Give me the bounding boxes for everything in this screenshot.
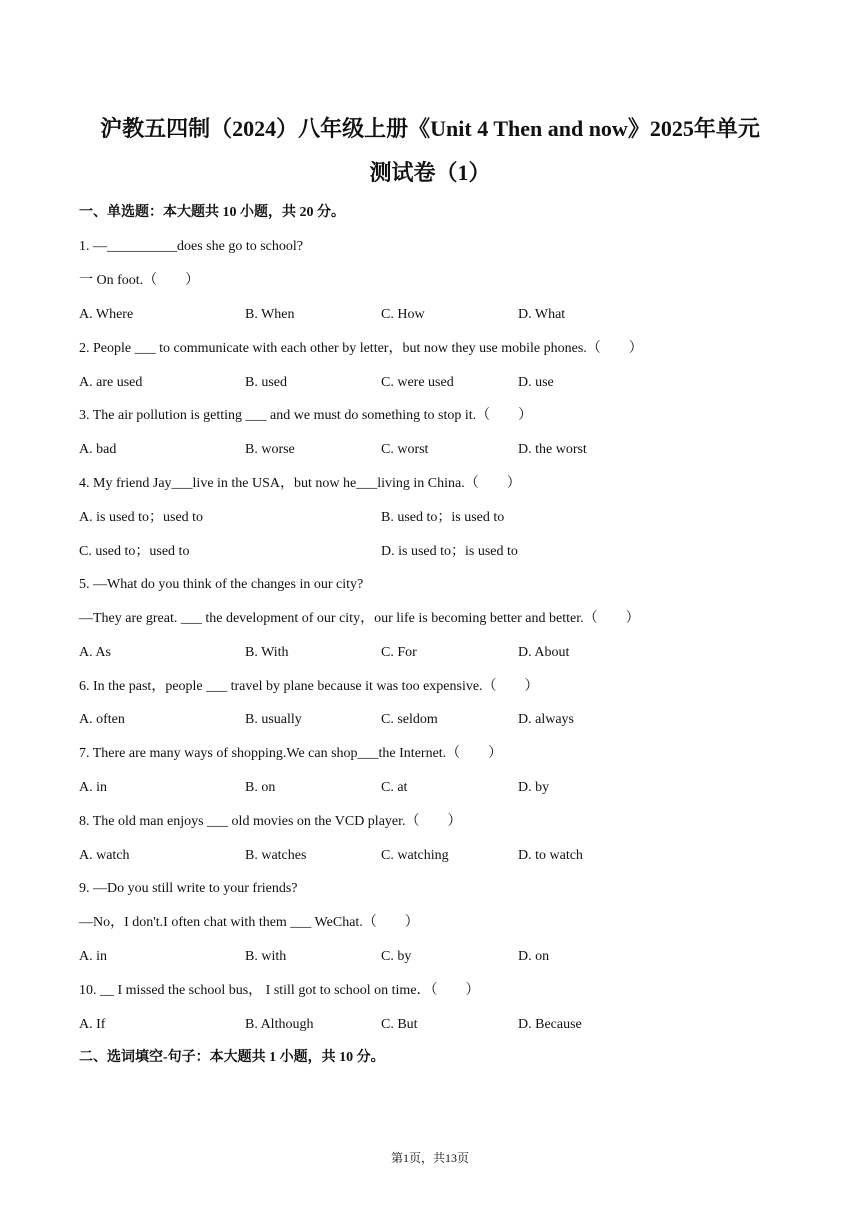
question-8-stem: 8. The old man enjoys ___ old movies on the VCD player.（ ） [79, 814, 462, 829]
question-9-stem: 9. —Do you still write to your friends? [79, 881, 298, 896]
question-5-option-b: B. With [245, 645, 289, 660]
section-heading-word-fill: 二、选词填空-句子：本大题共 1 小题，共 10 分。 [79, 1050, 385, 1065]
question-1-option-d: D. What [518, 307, 566, 322]
question-7-option-d: D. by [518, 780, 550, 795]
question-9-option-d: D. on [518, 949, 550, 964]
question-4-option-b: B. used to；is used to [381, 510, 505, 525]
question-10-stem: 10. __ I missed the school bus， I still got to school on time．（ ） [79, 983, 480, 998]
question-7-option-c: C. at [381, 780, 408, 795]
question-2-option-a: A. are used [79, 375, 143, 390]
page-number-footer: 第1页，共13页 [390, 1151, 469, 1165]
question-4-stem: 4. My friend Jay___live in the USA，but now he___living in China.（ ） [79, 476, 521, 491]
question-5-stem: 5. —What do you think of the changes in our city? [79, 577, 364, 592]
question-5-option-c: C. For [381, 645, 417, 660]
question-1-option-b: B. When [245, 307, 295, 322]
question-8-option-d: D. to watch [518, 848, 583, 863]
question-1-answer-line: 一 On foot.（ ） [79, 273, 200, 288]
question-6-option-a: A. often [79, 712, 125, 727]
question-3-option-b: B. worse [245, 442, 295, 457]
question-4-option-a: A. is used to；used to [79, 510, 204, 525]
question-3-option-d: D. the worst [518, 442, 587, 457]
question-2-option-d: D. use [518, 375, 554, 390]
question-3-option-c: C. worst [381, 442, 429, 457]
question-5-option-a: A. As [79, 645, 111, 660]
question-8-option-b: B. watches [245, 848, 307, 863]
question-9-answer-line: —No，I don't.I often chat with them ___ WeChat.（ ） [79, 915, 419, 930]
question-10-option-c: C. But [381, 1017, 418, 1032]
question-8-option-a: A. watch [79, 848, 130, 863]
question-6-stem: 6. In the past，people ___ travel by plane because it was too expensive.（ ） [79, 679, 539, 694]
question-9-option-b: B. with [245, 949, 287, 964]
question-6-option-d: D. always [518, 712, 574, 727]
question-5-option-d: D. About [518, 645, 570, 660]
question-1-option-c: C. How [381, 307, 425, 322]
question-6-option-b: B. usually [245, 712, 302, 727]
question-4-option-d: D. is used to；is used to [381, 544, 518, 559]
question-5-answer-line: —They are great. ___ the development of our city，our life is becoming better and better.（ ） [79, 611, 640, 626]
question-9-option-a: A. in [79, 949, 107, 964]
question-1-stem: 1. —__________does she go to school? [79, 239, 303, 254]
question-6-option-c: C. seldom [381, 712, 438, 727]
question-3-option-a: A. bad [79, 442, 117, 457]
question-2-stem: 2. People ___ to communicate with each other by letter，but now they use mobile phones.（ ） [79, 341, 643, 356]
question-3-stem: 3. The air pollution is getting ___ and we must do something to stop it.（ ） [79, 408, 533, 423]
question-10-option-d: D. Because [518, 1017, 582, 1032]
question-7-option-a: A. in [79, 780, 107, 795]
question-7-stem: 7. There are many ways of shopping.We can shop___the Internet.（ ） [79, 746, 503, 761]
question-2-option-b: B. used [245, 375, 287, 390]
question-4-option-c: C. used to；used to [79, 544, 190, 559]
question-7-option-b: B. on [245, 780, 276, 795]
question-1-option-a: A. Where [79, 307, 134, 322]
question-10-option-b: B. Although [245, 1017, 314, 1032]
exam-title-line-2: 测试卷（1） [369, 160, 491, 185]
section-heading-single-choice: 一、单选题：本大题共 10 小题，共 20 分。 [79, 205, 345, 220]
question-9-option-c: C. by [381, 949, 412, 964]
question-8-option-c: C. watching [381, 848, 449, 863]
exam-title-line-1: 沪教五四制（2024）八年级上册《Unit 4 Then and now》2025年单元 [100, 116, 760, 141]
question-10-option-a: A. If [79, 1017, 106, 1032]
question-2-option-c: C. were used [381, 375, 454, 390]
